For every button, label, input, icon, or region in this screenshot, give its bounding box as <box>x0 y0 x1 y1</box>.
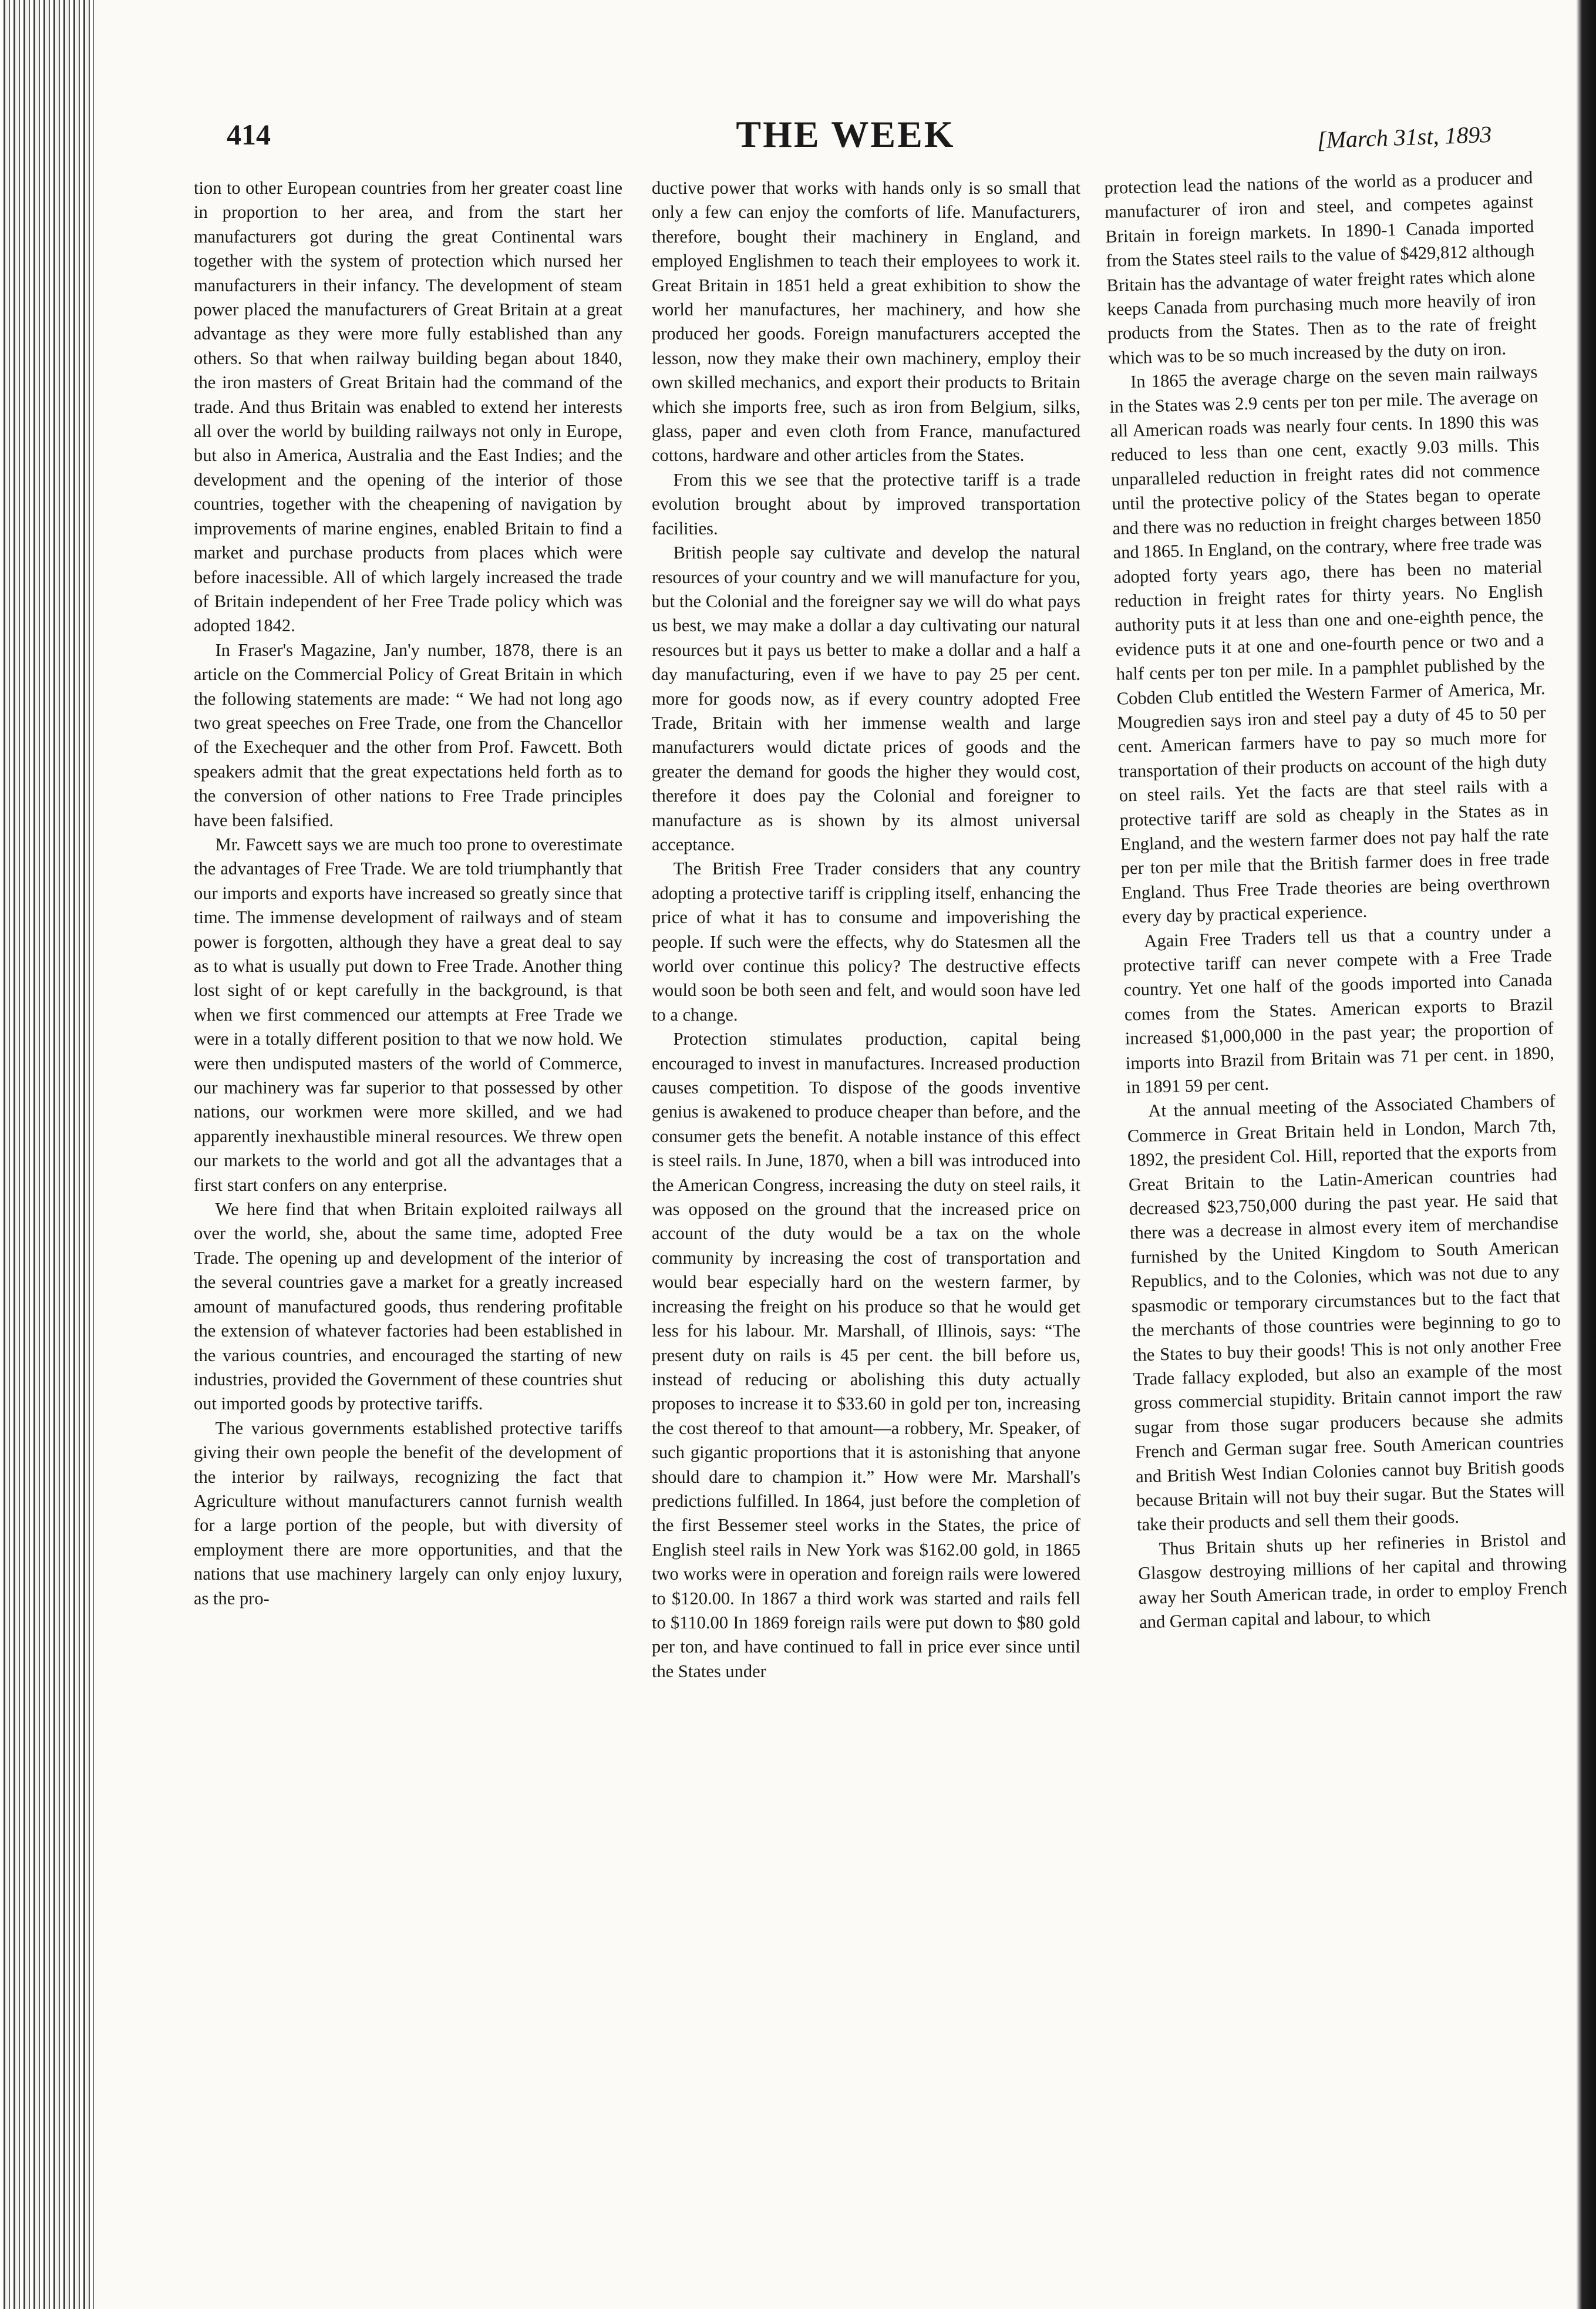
paragraph: protection lead the nations of the world as a producer and manufacturer of iron and steel, and competes against Britain in foreign markets. In 1890-1 Canada imported from the States steel rails to the value of $429,812 although Britain has the advantage of water freight rates which alone keeps Canada from purchasing much more heavily of iron products from the States. Then as to the rate of freight which was to be so much increased by the duty on iron. <box>1104 167 1537 368</box>
paragraph: The various governments established protective tariffs giving their own people the benefit of the development of the interior by railways, recognizing the fact that Agriculture without manufacturers cannot furnish wealth for a large portion of the people, but with diversity of employment there are more opportunities, and that the nations that use machinery largely can only enjoy luxury, as the pro- <box>194 1418 622 1608</box>
book-binding-edge <box>0 0 94 2309</box>
paragraph: tion to other European countries from her greater coast line in proportion to her area, and from the start her manufacturers got during the great Continental wars together with the system of protection which nursed her manufacturers in their infancy. The development of steam power placed the manufacturers of Great Britain at a great advantage as they were more fully established than any others. So that when railway building began about 1840, the iron masters of Great Britain had the command of the trade. And thus Britain was enabled to extend her interests all over the world by building railways not only in Europe, but also in America, Australia and the East Indies; and the development and the opening of the interior of those countries, together with the cheapening of navigation by improvements of marine engines, enabled Britain to find a market and purchase products from places which were before inacessible. All of which largely increased the trade of Britain independent of her Free Trade policy which was adopted 1842. <box>194 178 622 636</box>
paragraph: At the annual meeting of the Associated Chambers of Commerce in Great Britain held in London, March 7th, 1892, the president Col. Hill, reported that the exports from Great Britain to the Latin-American countries had decreased $23,750,000 during the past year. He said that there was a decrease in almost every item of merchandise furnished by the United Kingdom to South American Republics, and to the Colonies, which was not due to any spasmodic or temporary circumstances but to the fact that the merchants of those countries were beginning to go to the States to buy their goods! This is not only another Free Trade fallacy exploded, but also an example of the most gross commercial stupidity. Britain cannot import the raw sugar from those sugar producers because she admits French and German sugar free. South American countries and British West Indian Colonies cannot buy British goods because Britain will not buy their sugar. But the States will take their products and sell them their goods. <box>1127 1091 1565 1535</box>
paragraph: The British Free Trader considers that any country adopting a protective tariff is crippling itself, enhancing the price of what it has to consume and impoverishing the people. If such were the effects, why do Statesmen all the world over continue this policy? The destructive effects would soon be both seen and felt, and would soon have led to a change. <box>652 859 1080 1025</box>
paragraph: Mr. Fawcett says we are much too prone to overestimate the advantages of Free Trade. We are told triumphantly that our imports and exports have increased so greatly since that time. The immense development of railways and of steam power is forgotten, although they have a great deal to say as to what is usually put down to Free Trade. Another thing lost sight of or kept carefully in the background, is that when we first commenced our attempts at Free Trade we were in a totally different position to that we now hold. We were then undisputed masters of the world of Commerce, our machinery was far superior to that possessed by other nations, our workmen were more skilled, and we had apparently inexhaustible mineral resources. We threw open our markets to the world and got all the advantages that a first start confers on any enterprise. <box>194 834 622 1195</box>
paragraph: From this we see that the protective tariff is a trade evolution brought about by improved transportation facilities. <box>652 469 1080 538</box>
page-right-edge <box>1576 0 1596 2309</box>
paragraph: We here find that when Britain exploited railways all over the world, she, about the same time, adopted Free Trade. The opening up and development of the interior of the several countries gave a market for a greatly increased amount of manufactured goods, thus rendering profitable the extension of whatever factories had been established in the various countries, and encouraged the starting of new industries, provided the Government of these countries shut out imported goods by protective tariffs. <box>194 1199 622 1414</box>
page-header <box>200 113 1492 170</box>
issue-date: [March 31st, 1893 <box>1316 120 1492 154</box>
paragraph: In 1865 the average charge on the seven main railways in the States was 2.9 cents per ton per mile. The average on all American roads was nearly four cents. In 1890 this was reduced to less than one cent, exactly 9.03 mills. This unparalleled reduction in freight rates did not commence until the protective policy of the States began to operate and there was no reduction in freight charges between 1850 and 1865. In England, on the contrary, where free trade was adopted forty years ago, there has been no material reduction in freight rates for thirty years. No English authority puts it at less than one and one-eighth pence, the evidence puts it at one and one-fourth pence or two and a half cents per ton per mile. In a pamphlet published by the Cobden Club entitled the Western Farmer of America, Mr. Mougredien says iron and steel pay a duty of 45 to 50 per cent. American farmers have to pay so much more for transportation of their products on account of the high duty on steel rails. Yet the facts are that steel rails with a protective tariff are sold as cheaply in the States as in England, and the western farmer does not pay half the rate per ton per mile that the British farmer does in free trade England. Thus Free Trade theories are being overthrown every day by practical experience. <box>1109 362 1551 927</box>
paragraph: Thus Britain shuts up her refineries in Bristol and Glasgow destroying millions of her capital and throwing away her South American trade, in order to employ French and German capital and labour, to which <box>1137 1529 1568 1633</box>
column-1 <box>194 176 622 2290</box>
paragraph: In Fraser's Magazine, Jan'y number, 1878, there is an article on the Commercial Policy of Great Britain in which the following statements are made: “ We had not long ago two great speeches on Free Trade, one from the Chancellor of the Exechequer and the other from Prof. Fawcett. Both speakers admit that the great expectations held forth as to the conversion of other nations to Free Trade principles have been falsified. <box>194 639 622 830</box>
page-number: 414 <box>227 118 271 151</box>
paragraph: Again Free Traders tell us that a country under a protective tariff can never compete with a Free Trade country. Yet one half of the goods imported into Canada comes from the States. American exports to Brazil increased $1,000,000 in the past year; the proportion of imports into Brazil from Britain was 71 per cent. in 1890, in 1891 59 per cent. <box>1123 921 1555 1098</box>
article-columns <box>188 167 1568 2290</box>
paragraph: British people say cultivate and develop the natural resources of your country and we will manufacture for you, but the Colonial and the foreigner say we will do what pays us best, we may make a dollar a day cultivating our natural resources but it pays us better to make a dollar and a half a day manufacturing, even if we have to pay 25 per cent. more for goods now, as if every country adopted Free Trade, Britain with her immense wealth and large manufacturers would dictate prices of goods and the greater the demand for goods the higher they would cost, therefore it does pay the Colonial and foreigner to manufacture as is shown by its almost universal acceptance. <box>652 543 1080 854</box>
column-2 <box>652 176 1080 2290</box>
publication-title: THE WEEK <box>736 113 955 155</box>
paragraph: ductive power that works with hands only is so small that only a few can enjoy the comforts of life. Manufacturers, therefore, bought their machinery in England, and employed Englishmen to teach their employees to work it. Great Britain in 1851 held a great exhibition to show the world her manufactures, her machinery, and how she produced her goods. Foreign manufacturers accepted the lesson, now they make their own machinery, employ their own skilled mechanics, and export their products to Britain which she imports free, such as iron from Belgium, silks, glass, paper and even cloth from France, manufactured cottons, hardware and other articles from the States. <box>652 178 1080 466</box>
column-3 <box>1104 166 1584 2290</box>
paragraph: Protection stimulates production, capital being encouraged to invest in manufactures. Increased production causes competition. To dispose of the goods inventive genius is awakened to produce cheaper than before, and the consumer gets the benefit. A notable instance of this effect is steel rails. In June, 1870, when a bill was introduced into the American Congress, increasing the duty on steel rails, it was opposed on the ground that the increased price on account of the duty would be a tax on the whole community by increasing the cost of transportation and would bear especially hard on the western farmer, by increasing the freight on his produce so that he would get less for his labour. Mr. Marshall, of Illinois, says: “The present duty on rails is 45 per cent. the bill before us, instead of reducing or abolishing this duty actually proposes to increase it to $33.60 in gold per ton, increasing the cost thereof to that amount—a robbery, Mr. Speaker, of such gigantic proportions that it is astonishing that anyone should dare to champion it.” How were Mr. Marshall's predictions fulfilled. In 1864, just before the completion of the first Bessemer steel works in the States, the price of English steel rails in New York was $162.00 gold, in 1865 two works were in operation and foreign rails were lowered to $120.00. In 1867 a third work was started and rails fell to $110.00 In 1869 foreign rails were put down to $80 gold per ton, and have continued to fall in price ever since until the States under <box>652 1029 1080 1681</box>
